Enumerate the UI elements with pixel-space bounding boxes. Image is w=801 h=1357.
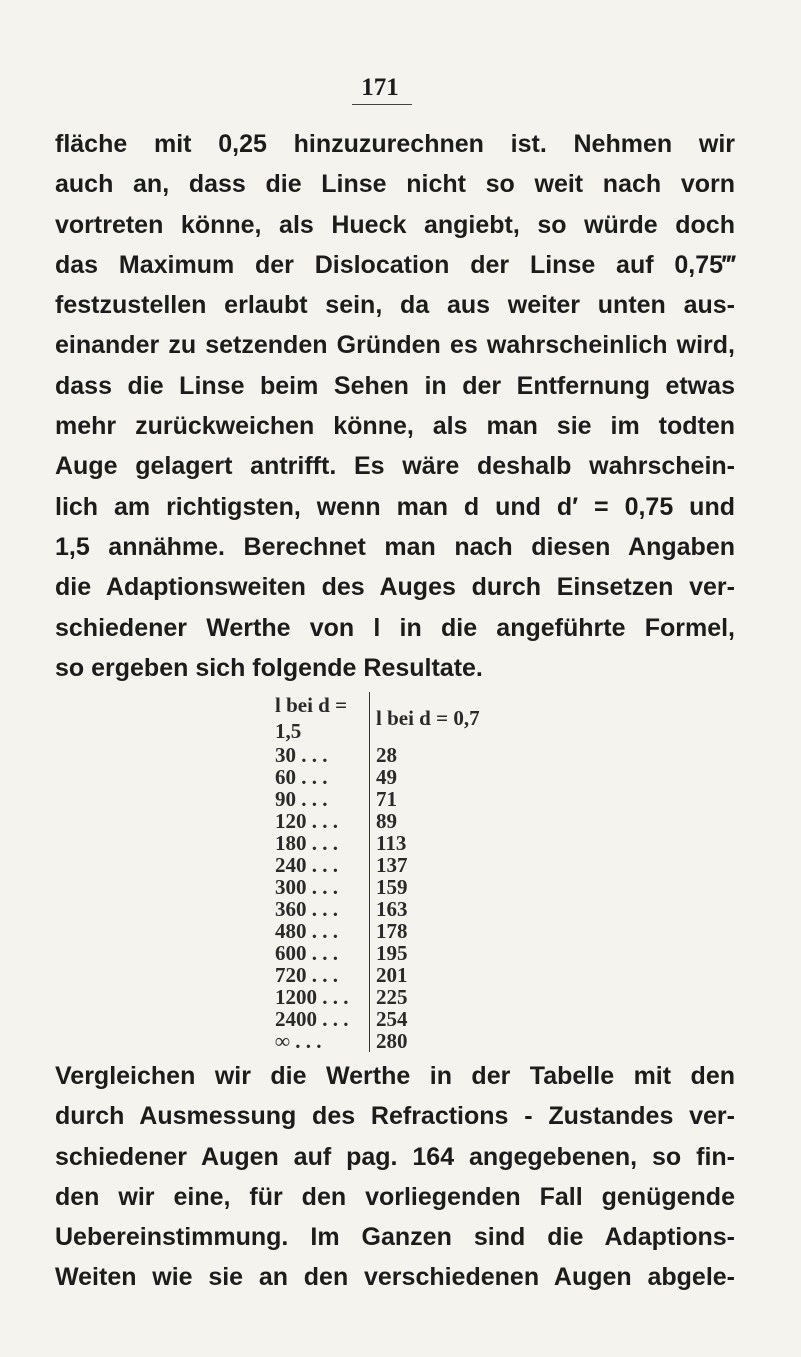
page-number: 171 (361, 74, 399, 101)
table-cell: 240 . . . (275, 853, 338, 877)
table-row (275, 898, 536, 920)
paragraph-2 (55, 1056, 735, 1298)
table-cell: 720 . . . (275, 963, 338, 987)
table-row (275, 1030, 536, 1052)
table-cell: 163 (370, 898, 537, 920)
table-cell: 159 (370, 876, 537, 898)
text-line: fläche mit 0,25 hinzuzurechnen ist. Nehmen wir (55, 130, 735, 158)
table-row (275, 744, 536, 766)
table-cell: 360 . . . (275, 897, 338, 921)
table-cell: ∞ . . . (275, 1029, 322, 1053)
table-cell: 178 (370, 920, 537, 942)
table-cell: 49 (370, 766, 537, 788)
table-row (275, 964, 536, 986)
table-cell: 113 (370, 832, 537, 854)
text-line: das Maximum der Dislocation der Linse auf 0,75‴ (55, 250, 735, 279)
table-row (275, 810, 536, 832)
text-line: schiedener Werthe von l in die angeführte Formel, (55, 613, 735, 642)
text-line: mehr zurückweichen könne, als man sie im todten (55, 412, 735, 441)
text-line: festzustellen erlaubt sein, da aus weiter unten aus- (55, 291, 735, 320)
table-row (275, 1008, 536, 1030)
table-cell: 280 (370, 1030, 537, 1052)
table-cell: 89 (370, 810, 537, 832)
text-line: Uebereinstimmung. Im Ganzen sind die Adaptions- (55, 1223, 735, 1252)
text-line: schiedener Augen auf pag. 164 angegebenen, so fin- (55, 1142, 735, 1171)
text-line: Auge gelagert antrifft. Es wäre deshalb wahrschein- (55, 452, 735, 481)
text-line: Vergleichen wir die Werthe in der Tabelle mit den (55, 1062, 735, 1090)
header-rule (352, 104, 412, 105)
table-cell: 225 (370, 986, 537, 1008)
table-cell: 60 . . . (275, 765, 328, 789)
table-row (275, 788, 536, 810)
text-line: lich am richtigsten, wenn man d und d′ = 0,75 und (55, 492, 735, 521)
table-cell: 180 . . . (275, 831, 338, 855)
text-line: einander zu setzenden Gründen es wahrscheinlich wird, (55, 331, 735, 360)
paragraph-1 (55, 124, 735, 688)
table-cell: 28 (370, 744, 537, 766)
results-table (275, 692, 536, 1052)
table-cell: 201 (370, 964, 537, 986)
text-line: durch Ausmessung des Refractions - Zustandes ver- (55, 1102, 735, 1131)
table-cell: 30 . . . (275, 743, 328, 767)
table-cell: 71 (370, 788, 537, 810)
text-line: Weiten wie sie an den verschiedenen Augen abgele- (55, 1263, 735, 1292)
table-cell: 1200 . . . (275, 985, 349, 1009)
table-row (275, 986, 536, 1008)
table-cell: 300 . . . (275, 875, 338, 899)
text-line: den wir eine, für den vorliegenden Fall genügende (55, 1182, 735, 1211)
table-row (275, 876, 536, 898)
column-header: l bei d = 1,5 (275, 693, 348, 743)
text-line: 1,5 annähme. Berechnet man nach diesen Angaben (55, 532, 735, 561)
table-cell: 600 . . . (275, 941, 338, 965)
column-header: l bei d = 0,7 (370, 692, 537, 744)
table-cell: 480 . . . (275, 919, 338, 943)
text-line: auch an, dass die Linse nicht so weit nach vorn (55, 170, 735, 199)
table-row (275, 942, 536, 964)
table-cell: 90 . . . (275, 787, 328, 811)
table-cell: 254 (370, 1008, 537, 1030)
table-row (275, 832, 536, 854)
table-cell: 120 . . . (275, 809, 338, 833)
text-line: vortreten könne, als Hueck angiebt, so würde doch (55, 210, 735, 239)
text-line: so ergeben sich folgende Resultate. (55, 653, 483, 682)
table-row (275, 766, 536, 788)
table-row (275, 920, 536, 942)
table-cell: 2400 . . . (275, 1007, 349, 1031)
table-header-row (275, 692, 536, 744)
table-row (275, 854, 536, 876)
text-line: die Adaptionsweiten des Auges durch Einsetzen ver- (55, 573, 735, 602)
table-cell: 195 (370, 942, 537, 964)
table-cell: 137 (370, 854, 537, 876)
text-line: dass die Linse beim Sehen in der Entfernung etwas (55, 371, 735, 400)
